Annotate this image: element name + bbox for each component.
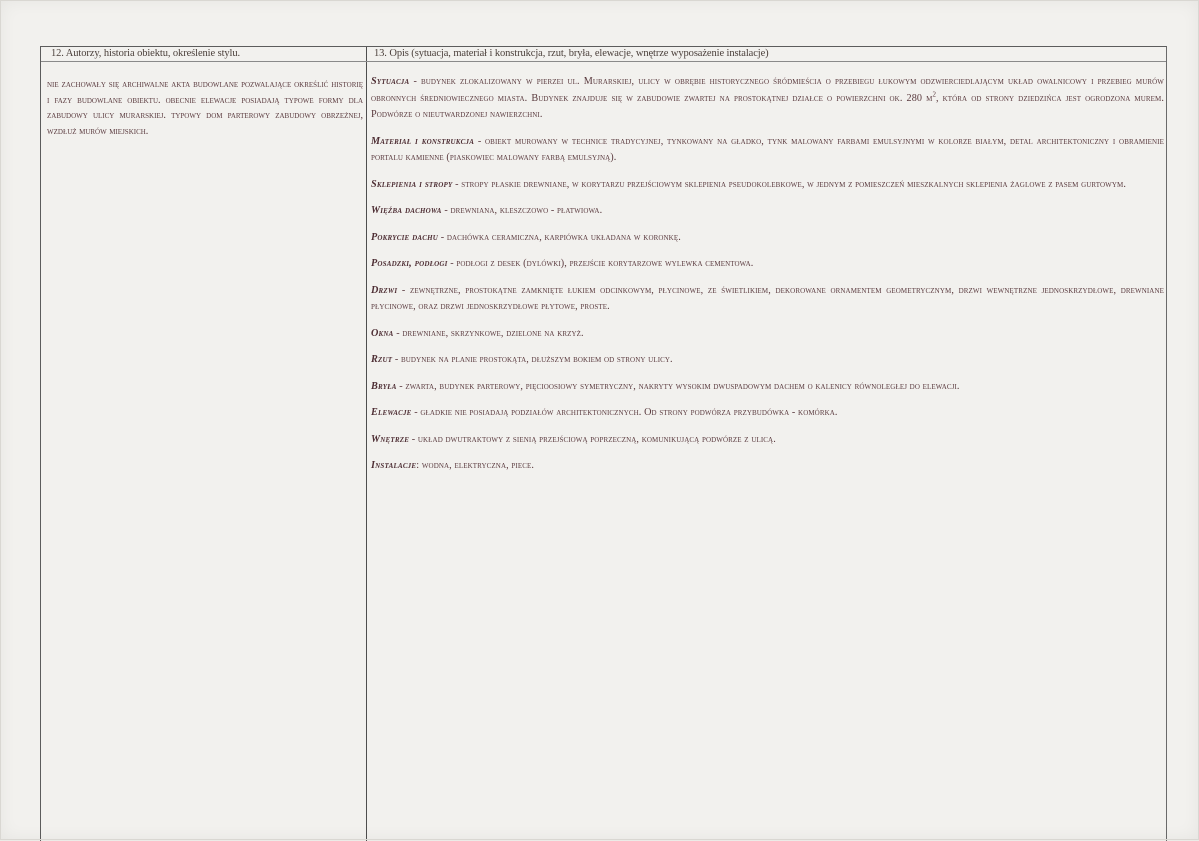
para-elewacje	[371, 405, 1164, 422]
para-separator: -	[447, 258, 457, 269]
para-text: zewnętrzne, prostokątne zamknięte łukiem odcinkowym, płycinowe, ze świetlikiem, dekorowane ornamentem geometrycznym, drzwi wewnętrzne jednoskrzydłowe, drewniane płycinowe, oraz drzwi jednoskrzydłowe płytowe, proste.	[371, 284, 1164, 312]
para-separator: -	[452, 178, 462, 190]
para-label: Sklepienia i stropy	[371, 178, 453, 190]
para-posadzki	[371, 256, 1164, 273]
para-text: dachówka ceramiczna, karpiówka układana w koronkę.	[446, 231, 681, 243]
para-text: budynek na planie prostokąta, dłuższym bokiem od strony ulicy.	[401, 354, 673, 365]
para-text: drewniana, kleszczowo - płatwiowa.	[450, 205, 603, 216]
para-separator: -	[409, 76, 421, 87]
para-bryla	[371, 379, 1164, 396]
para-label: Elewacje	[371, 407, 412, 418]
section-12-header: 12. Autorzy, historia obiektu, określenie stylu.	[51, 48, 241, 59]
para-text: układ dwutraktowy z sienią przejściową poprzeczną, komunikującą podwórze z ulicą.	[417, 433, 776, 445]
para-sytuacja	[371, 74, 1164, 124]
para-separator: -	[396, 380, 406, 392]
para-text: gładkie nie posiadają podziałów architektonicznych. Od strony podwórza przybudówka - komórka.	[420, 407, 838, 418]
para-text: podłogi z desek (dylówki), przejście korytarzowe wylewka cementowa.	[456, 258, 754, 269]
para-label: Instalacje	[371, 460, 417, 471]
para-separator: -	[441, 205, 451, 216]
para-drzwi	[371, 283, 1164, 316]
column-divider	[366, 47, 367, 841]
para-separator: -	[474, 135, 486, 147]
para-separator: -	[411, 407, 421, 418]
para-wiezba	[371, 203, 1164, 220]
para-instalacje	[371, 458, 1164, 475]
history-text: nie zachowały się archiwalne akta budowlane pozwalające określić historię i fazy budowlane obiektu. obecnie elewacje posiadają typowe formy dla zabudowy ulicy murarskiej. typowy dom parterowy zabudowy obrzeżnej, wzdłuż murów miejskich.	[47, 79, 363, 137]
para-text: wodna, elektryczna, piece.	[421, 460, 535, 471]
para-text-after: , która od strony dziedzińca jest ogrodzona murem. Podwórze o nieutwardzonej nawierzchni.	[371, 92, 1164, 120]
para-sklepienia	[371, 177, 1164, 194]
para-separator: -	[393, 327, 403, 339]
para-separator: :	[416, 460, 422, 471]
para-label: Wnętrze	[371, 433, 410, 445]
description-column	[371, 74, 1164, 485]
para-wnetrze	[371, 432, 1164, 449]
para-text: stropy płaskie drewniane, w korytarzu przejściowym sklepienia pseudokolebkowe, w jednym z pomieszczeń mieszkalnych sklepienia żaglowe z pasem gurtowym.	[461, 178, 1126, 190]
para-text: obiekt murowany w technice tradycyjnej, tynkowany na gładko, tynk malowany farbami emulsyjnymi w kolorze białym, detal architektoniczny i obramienie portalu kamienne (piaskowiec malowany farbą emulsyjną).	[371, 135, 1164, 163]
para-label: Bryła	[371, 380, 397, 392]
header-rule	[41, 61, 1166, 62]
superscript: 2	[932, 90, 936, 99]
para-text: budynek zlokalizowany w pierzei ul. Murarskiej, ulicy w obrębie historycznego śródmieścia o przebiegu łukowym odzwierciedlającym układ owalnicowy i przebieg murów obronnych średniowiecznego miasta. Budynek znajduje się w zabudowie zwartej na prostokątnej działce o powierzchni ok. 280 m	[371, 76, 1164, 104]
para-separator: -	[409, 433, 418, 445]
para-label: Drzwi	[371, 284, 398, 296]
para-material	[371, 134, 1164, 167]
para-label: Materiał i konstrukcja	[371, 135, 475, 147]
para-label: Więźba dachowa	[371, 205, 442, 216]
para-label: Rzut	[371, 354, 393, 365]
para-label: Posadzki, podłogi	[371, 258, 448, 269]
section-13-header: 13. Opis (sytuacja, materiał i konstrukcja, rzut, bryła, elewacje, wnętrze wyposażenie instalacje)	[374, 48, 769, 59]
para-label: Pokrycie dachu	[371, 231, 439, 243]
para-separator: -	[438, 231, 447, 243]
para-text: zwarta, budynek parterowy, pięcioosiowy symetryczny, nakryty wysokim dwuspadowym dachem o kalenicy równoległej do elewacji.	[405, 380, 960, 392]
para-rzut	[371, 352, 1164, 369]
para-text: drewniane, skrzynkowe, dzielone na krzyż.	[402, 327, 584, 339]
form-table	[40, 46, 1167, 841]
para-separator: -	[392, 354, 401, 365]
para-pokrycie	[371, 230, 1164, 247]
para-label: Okna	[371, 327, 394, 339]
para-separator: -	[397, 284, 410, 296]
para-okna	[371, 326, 1164, 343]
para-label: Sytuacja	[371, 76, 410, 87]
